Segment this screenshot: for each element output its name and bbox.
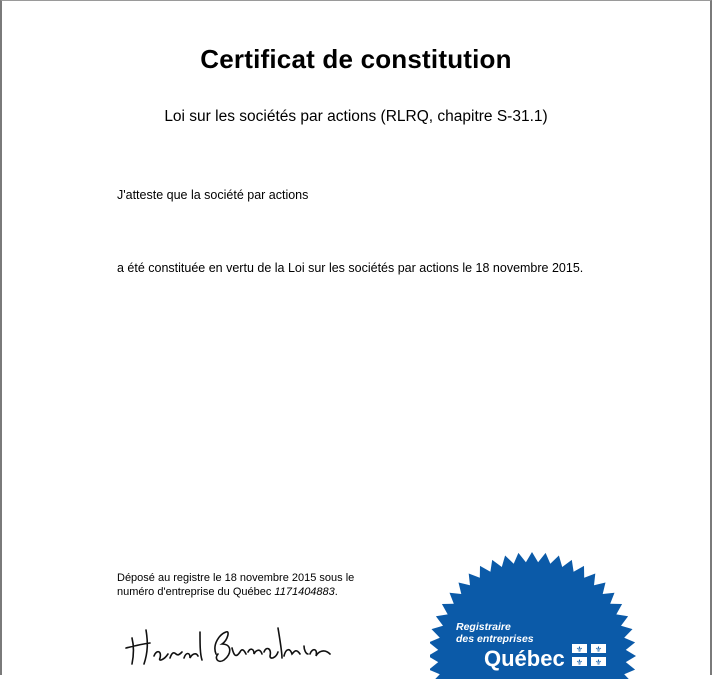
svg-text:⚜: ⚜ <box>594 645 603 654</box>
registrar-seal <box>430 534 660 679</box>
deposit-line-2-prefix: numéro d'entreprise du Québec <box>117 585 275 598</box>
deposit-statement <box>117 572 387 599</box>
law-reference: Loi sur les sociétés par actions (RLRQ, chapitre S-31.1) <box>164 108 548 125</box>
deposit-line-1: Déposé au registre le 18 novembre 2015 sous le <box>117 572 355 584</box>
seal-line-1: Registraire <box>456 621 511 633</box>
enterprise-number: 1171404883 <box>274 585 335 598</box>
certificate-title: Certificat de constitution <box>200 44 512 74</box>
seal-line-2: des entreprises <box>456 633 534 645</box>
attestation-text: J'atteste que la société par actions <box>117 188 309 202</box>
deposit-line-2-suffix: . <box>334 585 338 598</box>
svg-text:⚜: ⚜ <box>594 658 603 667</box>
seal-quebec-wordmark: Québec <box>484 646 565 671</box>
registrar-signature <box>120 618 340 668</box>
svg-text:⚜: ⚜ <box>575 658 584 667</box>
quebec-flag-icon <box>572 644 606 667</box>
svg-text:⚜: ⚜ <box>575 645 584 654</box>
constitution-statement: a été constituée en vertu de la Loi sur les sociétés par actions le 18 novembre 2015. <box>117 261 584 275</box>
